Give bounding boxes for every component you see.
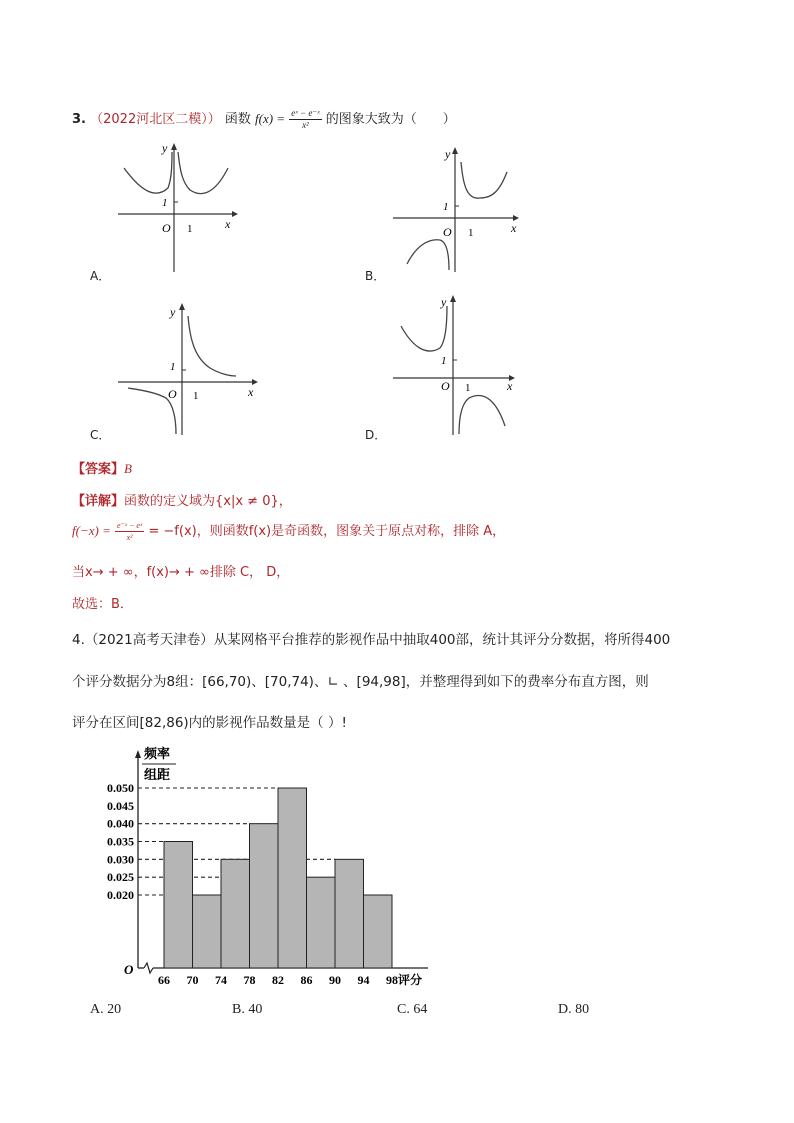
graph-c-x-label: x <box>248 385 254 399</box>
q3-text-before: 函数 <box>224 112 251 127</box>
graph-a-x-label: x <box>225 217 231 231</box>
q4-option-a[interactable]: A. 20 <box>90 1002 122 1017</box>
detail-numerator: e⁻ˣ − eˣ <box>116 521 143 530</box>
y-label-top: 频率 <box>144 746 171 761</box>
graph-b-x-label: x <box>511 221 517 235</box>
histogram-bar <box>250 824 279 968</box>
x-tick-label: 90 <box>329 973 341 987</box>
x-tick-label: 86 <box>300 973 313 987</box>
detail-line-3: 当x→ + ∞，f(x)→ + ∞排除 C， D， <box>72 565 290 580</box>
graph-a-one-x: 1 <box>187 223 193 235</box>
option-a-graph-label[interactable]: A． <box>90 269 111 283</box>
histogram-bar <box>364 895 393 968</box>
graph-b-one-y: 1 <box>443 201 449 213</box>
x-axis-break <box>144 963 153 973</box>
option-b-graph-label[interactable]: B． <box>365 269 386 283</box>
graph-c <box>110 300 270 440</box>
q3-fraction <box>289 108 321 131</box>
detail-tag: 【详解】 <box>72 494 125 509</box>
graph-c-y-label: y <box>170 305 176 319</box>
x-tick-label: 70 <box>186 973 199 987</box>
x-tick-label: 98 <box>386 973 398 987</box>
y-tick-label: 0.030 <box>107 852 134 867</box>
graph-c-origin: O <box>168 387 177 401</box>
histogram-bar <box>278 788 307 968</box>
histogram-bar <box>335 859 364 968</box>
q3-text-after: 的图象大致为（ ） <box>325 112 456 127</box>
histogram-bar <box>307 877 336 968</box>
y-tick-label: 0.050 <box>107 781 134 795</box>
histogram-bar <box>221 859 250 968</box>
detail-line-2 <box>72 520 505 543</box>
graph-a-origin: O <box>162 221 171 235</box>
q3-source: （2022河北区二模）） <box>90 112 221 127</box>
detail-text-1: 函数的定义域为{x|x ≠ 0}， <box>124 494 292 509</box>
q4-line-3: 评分在区间[82,86)内的影视作品数量是（ ）! <box>72 715 347 731</box>
graph-b <box>385 140 525 280</box>
detail-line-4: 故选：B． <box>72 597 133 612</box>
x-tick-label: 74 <box>215 973 227 987</box>
x-tick-label: 66 <box>158 973 170 987</box>
detail-rest: = −f(x)，则函数f(x)是奇函数，图象关于原点对称，排除 A， <box>148 524 506 539</box>
q4-option-c[interactable]: C. 64 <box>397 1002 428 1017</box>
x-tick-label: 82 <box>272 973 284 987</box>
histogram-bar <box>164 842 193 969</box>
graph-b-origin: O <box>443 225 452 239</box>
detail-fraction <box>115 520 144 543</box>
option-d-graph-label[interactable]: D． <box>365 428 387 442</box>
q3-stem <box>72 108 456 131</box>
q3-func: f(x) = <box>255 111 286 126</box>
graph-d-one-x: 1 <box>465 382 471 394</box>
q4-option-d[interactable]: D. 80 <box>558 1002 590 1017</box>
graph-d-origin: O <box>441 379 450 393</box>
detail-line-1 <box>72 490 292 509</box>
graph-a-y-label: y <box>162 141 168 155</box>
q4-line-1: 4.（2021高考天津卷）从某网格平台推荐的影视作品中抽取400部，统计其评分分数据，将所得400 <box>72 632 671 648</box>
q3-numerator: eˣ − e⁻ˣ <box>291 108 320 118</box>
y-label-bottom: 组距 <box>144 767 171 782</box>
q3-denominator: x² <box>302 120 309 130</box>
graph-b-one-x: 1 <box>468 227 474 239</box>
graph-c-one-y: 1 <box>170 361 176 373</box>
q3-number: 3. <box>72 112 86 127</box>
histogram-chart <box>80 740 460 990</box>
option-c-graph-label[interactable]: C． <box>90 428 111 442</box>
y-axis-arrow <box>135 750 141 758</box>
detail-denominator: x² <box>126 533 133 542</box>
answer-tag: 【答案】 <box>72 462 125 477</box>
x-tick-label: 94 <box>357 973 370 987</box>
y-tick-label: 0.040 <box>107 816 134 831</box>
graph-a-one-y: 1 <box>162 197 168 209</box>
q4-line-2: 个评分数据分为8组：[66,70)、[70,74)、∟ 、[94,98]，并整理得到如下的费率分布直方图，则 <box>72 674 649 690</box>
graph-a <box>110 140 250 280</box>
graph-d-x-label: x <box>507 379 513 393</box>
answer-line <box>72 458 132 477</box>
q4-option-b[interactable]: B. 40 <box>232 1002 263 1017</box>
y-tick-label: 0.020 <box>107 888 134 902</box>
graph-d <box>385 290 525 440</box>
y-tick-label: 0.045 <box>107 798 134 813</box>
detail-lhs: f(−x) = <box>72 523 111 538</box>
graph-d-one-y: 1 <box>441 355 447 367</box>
x-axis-label: 评分 <box>398 973 423 987</box>
graph-b-y-label: y <box>445 147 451 161</box>
x-tick-label: 78 <box>243 973 256 987</box>
y-tick-label: 0.035 <box>107 834 134 849</box>
graph-d-y-label: y <box>441 295 447 309</box>
graph-c-one-x: 1 <box>193 390 199 402</box>
y-tick-label: 0.025 <box>107 870 134 885</box>
origin-label: O <box>124 962 134 977</box>
answer-value: B <box>124 461 132 476</box>
histogram-bar <box>193 895 222 968</box>
